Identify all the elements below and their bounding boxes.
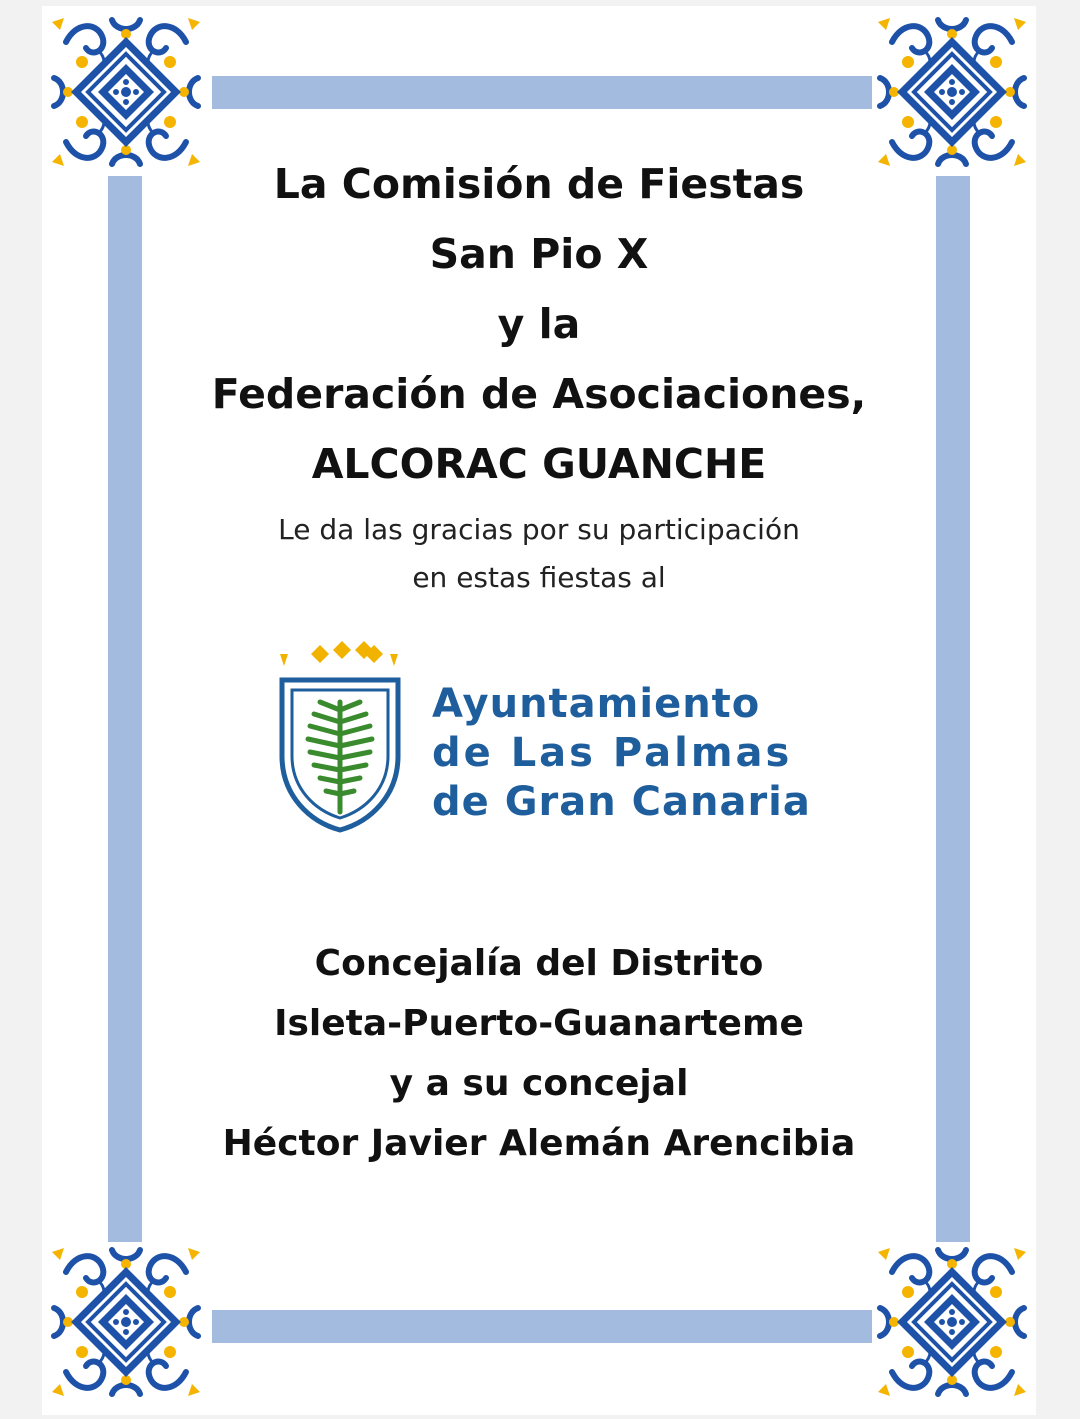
footer-line-1: Concejalía del Distrito [314, 943, 764, 984]
corner-tile-top-right-icon [872, 12, 1032, 172]
corner-tile-top-left-icon [46, 12, 206, 172]
frame-bottom-border [212, 1310, 872, 1343]
frame-top-border [212, 76, 872, 109]
footer-line-4: Héctor Javier Alemán Arencibia [222, 1123, 856, 1164]
title-line-4: Federación de Asociaciones, [211, 370, 867, 418]
title-line-3: y la [497, 300, 581, 348]
certificate-page [42, 6, 1036, 1415]
logo-text-line-1: Ayuntamiento [432, 681, 761, 727]
logo-text-line-3: de Gran Canaria [432, 779, 811, 825]
message-line-2: en estas fiestas al [412, 561, 666, 594]
shield-palm-icon [278, 636, 408, 836]
corner-tile-bottom-left-icon [46, 1242, 206, 1402]
message-line-1: Le da las gracias por su participación [278, 513, 800, 546]
footer-line-3: y a su concejal [389, 1063, 689, 1104]
footer-line-2: Isleta-Puerto-Guanarteme [274, 1003, 804, 1044]
ayuntamiento-logo [278, 636, 811, 836]
title-line-1: La Comisión de Fiestas [273, 160, 805, 208]
logo-text-line-2: de Las Palmas [432, 730, 793, 776]
title-line-5: ALCORAC GUANCHE [311, 440, 767, 488]
corner-tile-bottom-right-icon [872, 1242, 1032, 1402]
title-line-2: San Pio X [429, 230, 649, 278]
